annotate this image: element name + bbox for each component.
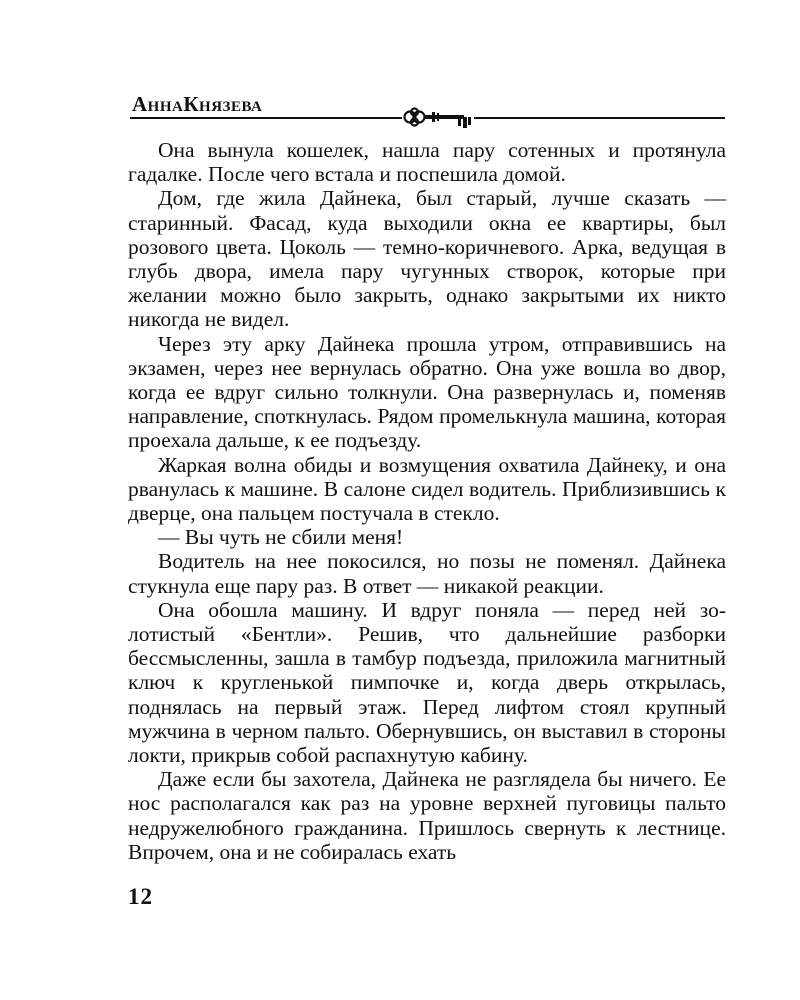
paragraph: — Вы чуть не сбили меня! [158,525,404,550]
page-body [128,138,726,864]
paragraph: Она обошла машину. И вдруг поняла — перед ней золотистый «Бентли». Решив, что дальнейшие разборки бессмысленны, зашла в тамбур подъезда, приложила магнитный ключ к кругленькой пимпочке и, когда дверь открылась, поднялась на первый этаж. Перед лифтом стоял крупный мужчина в черном пальто. Обернувшись, он выставил в стороны локти, прикрыв собой распахнутую кабину. [128,597,726,768]
author-name: АннаКнязева [132,92,263,116]
key-icon [402,105,474,131]
paragraph: Жаркая волна обиды и возмущения охватила Дайнеку, и она рванулась к машине. В салоне сидел водитель. Приблизившись к дверце, она пальцем постучала в стекло. [128,452,726,526]
paragraph: Водитель на нее покосился, но позы не поменял. Дайнека стукнула еще пару раз. В ответ — никакой реакции. [128,549,726,598]
paragraph: Даже если бы захотела, Дайнека не разглядела бы ничего. Ее нос располагался как раз на уровне верхней пуговицы пальто недружелюбного гражданина. Пришлось свернуть к лестнице. Впрочем, она и не собиралась ехать [128,767,726,864]
paragraph: Она вынула кошелек, нашла пару сотенных и протянула гадалке. После чего встала и поспешила домой. [128,138,726,187]
running-header [130,92,725,132]
paragraph: Дом, где жила Дайнека, был старый, лучше сказать — старинный. Фасад, куда выходили окна ее квартиры, был розового цвета. Цоколь — темно-коричневого. Арка, ведущая в глубь двора, имела пару чугунных створок, которые при желании можно было закрыть, однако закрытыми их никто никогда не видел. [128,186,726,332]
paragraph: Через эту арку Дайнека прошла утром, отправившись на экзамен, через нее вернулась обратно. Она уже вошла во двор, когда ее вдруг сильно толкнули. Она развернулась и, поменяв направление, споткнулась. Рядом промелькнула машина, которая проехала дальше, к ее подъезду. [128,331,726,453]
page-number: 12 [128,884,153,909]
